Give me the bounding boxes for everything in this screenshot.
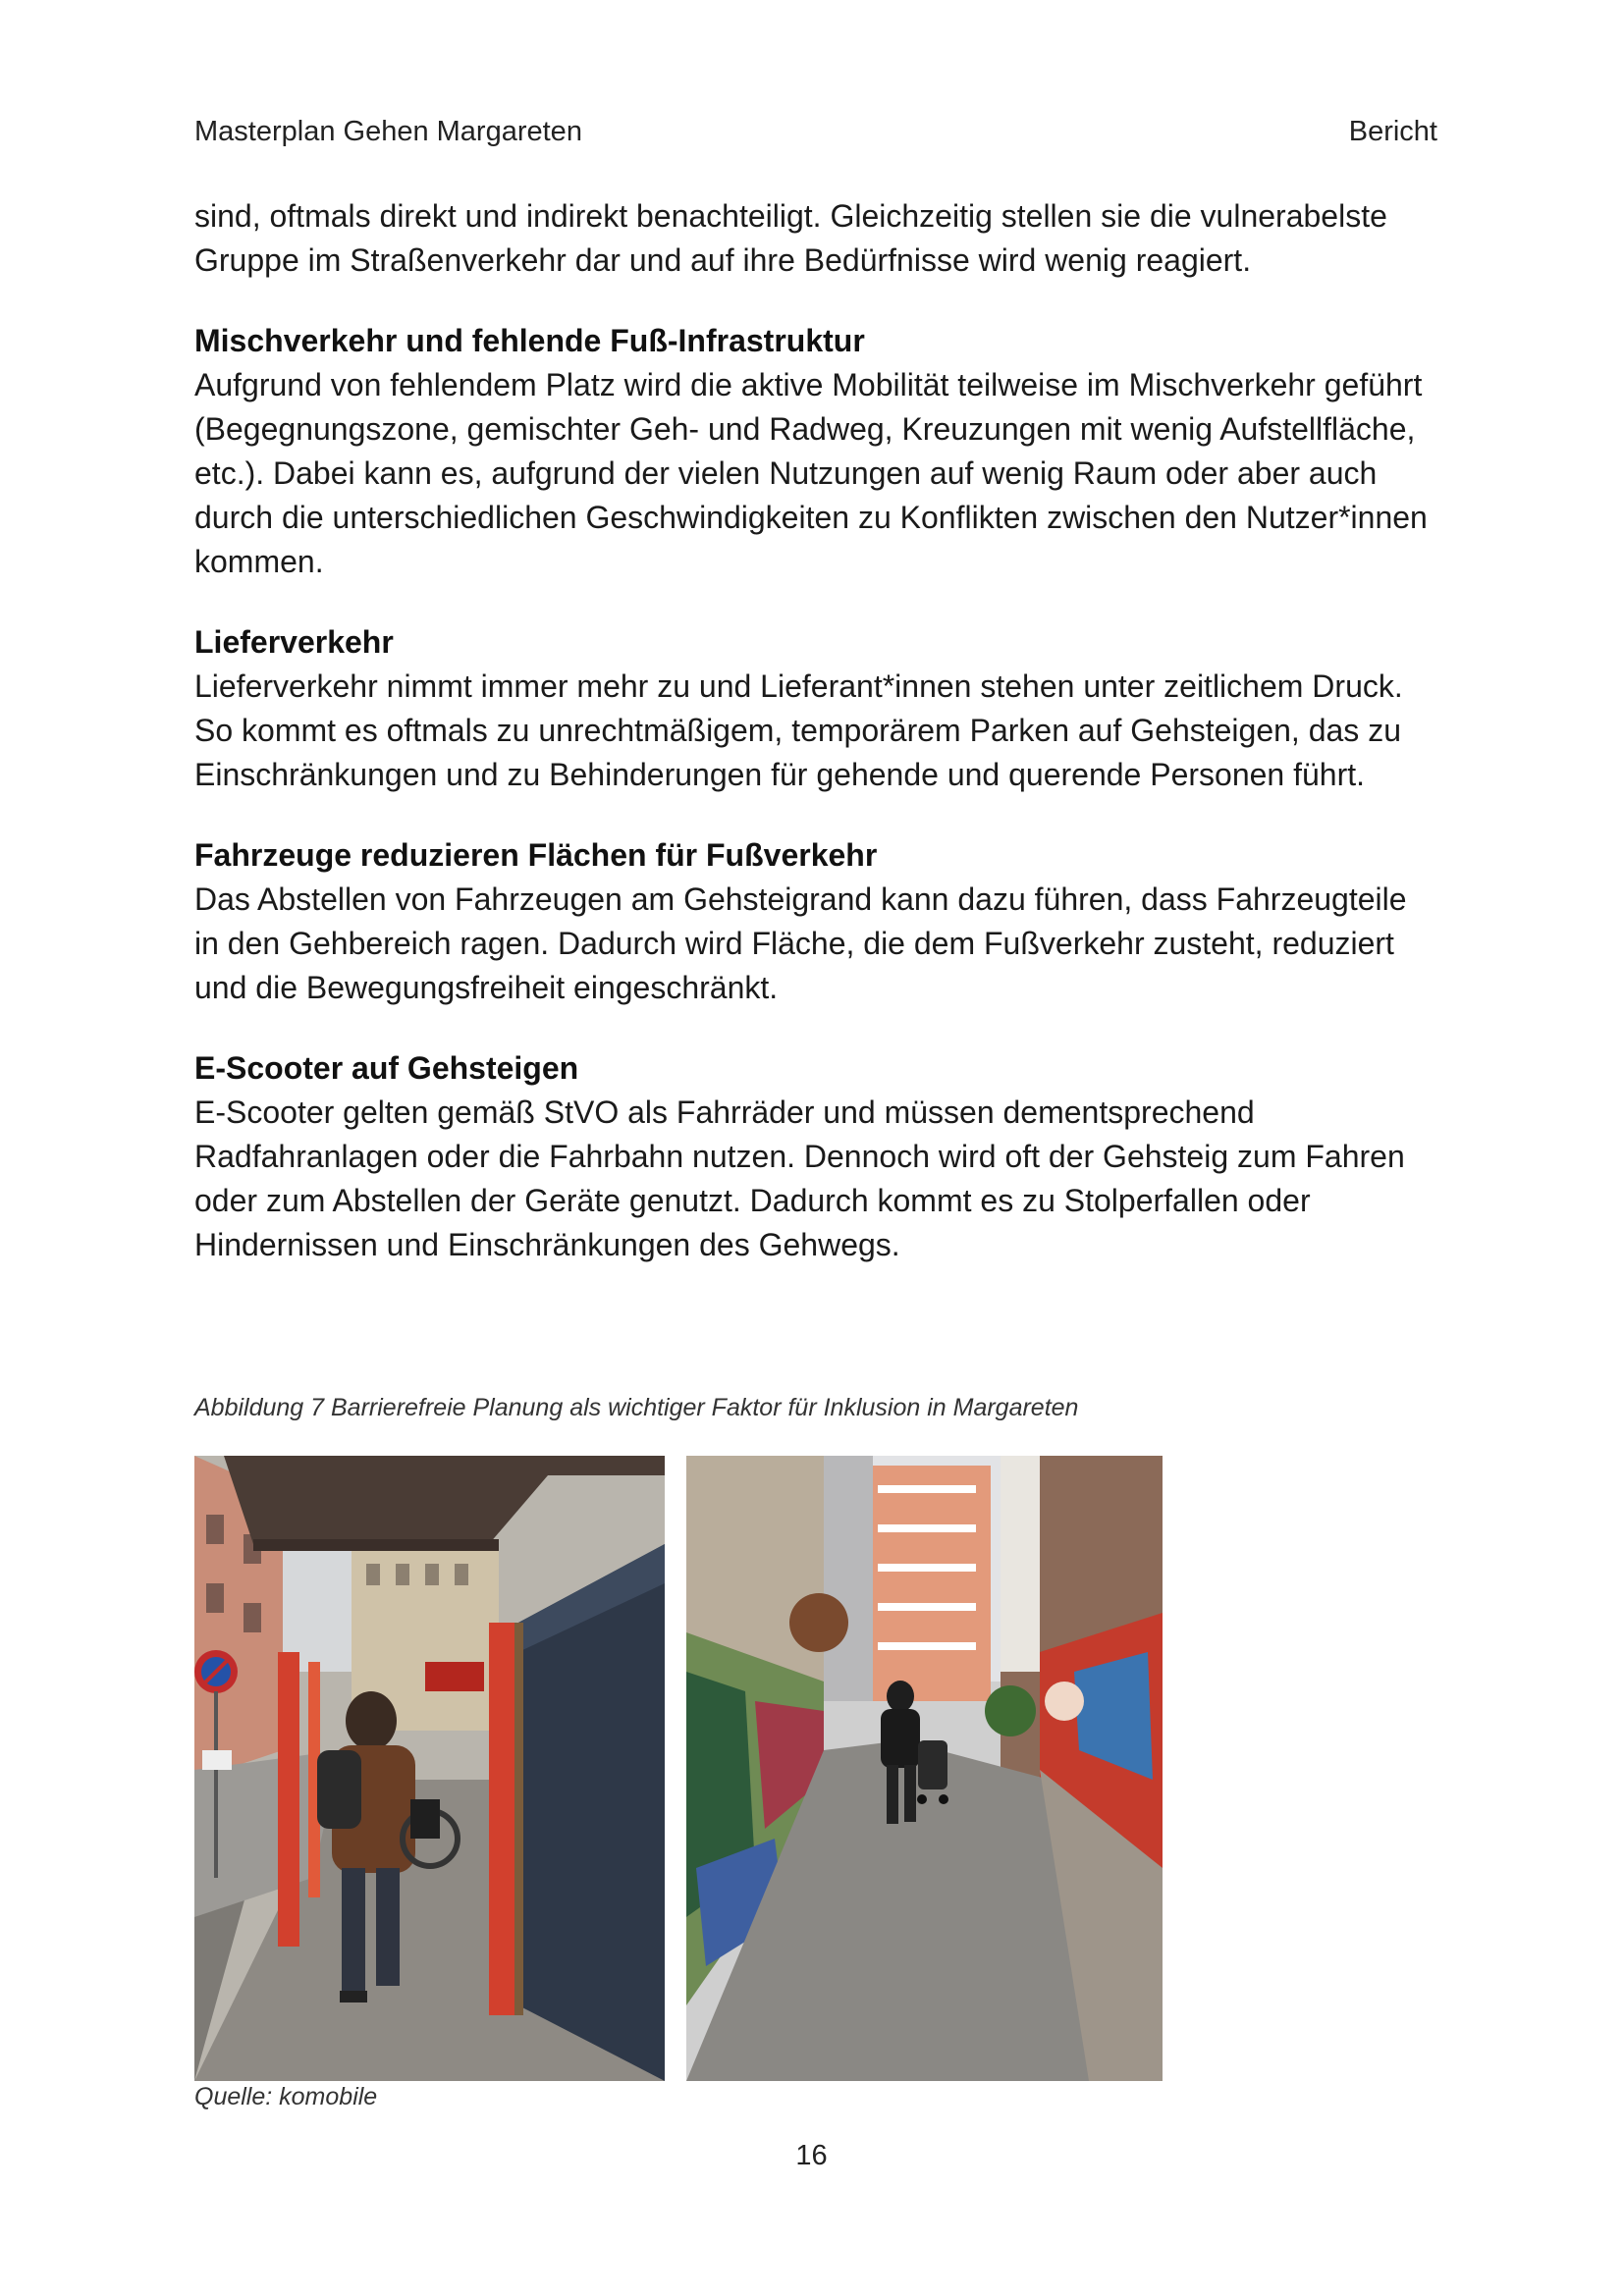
intro-paragraph: sind, oftmals direkt und indirekt benachteiligt. Gleichzeitig stellen sie die vulnerabelste Gruppe im Straßenverkehr dar und auf ihre Bedürfnisse wird wenig reagiert. xyxy=(194,198,1387,278)
main-content xyxy=(194,194,1437,1267)
section-escooter xyxy=(194,1046,1437,1267)
figure-source: Quelle: komobile xyxy=(194,2083,378,2110)
section-paragraph: E-Scooter gelten gemäß StVO als Fahrräder und müssen dementsprechend Radfahranlagen oder die Fahrbahn nutzen. Dennoch wird oft der Gehsteig zum Fahren oder zum Abstellen der Geräte genutzt. Dadurch kommt es zu Stolperfallen oder Hindernissen und Einschränkungen des Gehwegs. xyxy=(194,1095,1405,1262)
header-section: Bericht xyxy=(1348,116,1437,147)
photo-graffiti-alley xyxy=(686,1456,1163,2081)
section-paragraph: Lieferverkehr nimmt immer mehr zu und Lieferant*innen stehen unter zeitlichem Druck. So kommt es oftmals zu unrechtmäßigem, temporärem Parken auf Gehsteigen, das zu Einschränkungen und zu Behinderungen für gehende und querende Personen führt. xyxy=(194,668,1403,792)
section-paragraph: Aufgrund von fehlendem Platz wird die aktive Mobilität teilweise im Mischverkehr geführt (Begegnungszone, gemischter Geh- und Radweg, Kreuzungen mit wenig Aufstellfläche, etc.). Dabei kann es, aufgrund der vielen Nutzungen auf wenig Raum oder aber auch durch die unterschiedlichen Geschwindigkeiten zu Konflikten zwischen den Nutzer*innen kommen. xyxy=(194,367,1428,579)
header-title: Masterplan Gehen Margareten xyxy=(194,116,582,147)
page-header xyxy=(194,116,1437,155)
section-heading: Mischverkehr und fehlende Fuß-Infrastruktur xyxy=(194,323,865,358)
section-fahrzeuge xyxy=(194,833,1437,1010)
section-heading: E-Scooter auf Gehsteigen xyxy=(194,1050,579,1086)
section-heading: Lieferverkehr xyxy=(194,624,394,660)
section-heading: Fahrzeuge reduzieren Flächen für Fußverkehr xyxy=(194,837,878,873)
section-paragraph: Das Abstellen von Fahrzeugen am Gehsteigrand kann dazu führen, dass Fahrzeugteile in den Gehbereich ragen. Dadurch wird Fläche, die dem Fußverkehr zusteht, reduziert und die Bewegungsfreiheit eingeschränkt. xyxy=(194,881,1407,1005)
section-mischverkehr xyxy=(194,319,1437,584)
page-number: 16 xyxy=(795,2140,828,2171)
photo-scaffolding-walkway xyxy=(194,1456,665,2081)
figure-caption: Abbildung 7 Barrierefreie Planung als wichtiger Faktor für Inklusion in Margareten xyxy=(194,1394,1079,1421)
section-lieferverkehr xyxy=(194,620,1437,797)
